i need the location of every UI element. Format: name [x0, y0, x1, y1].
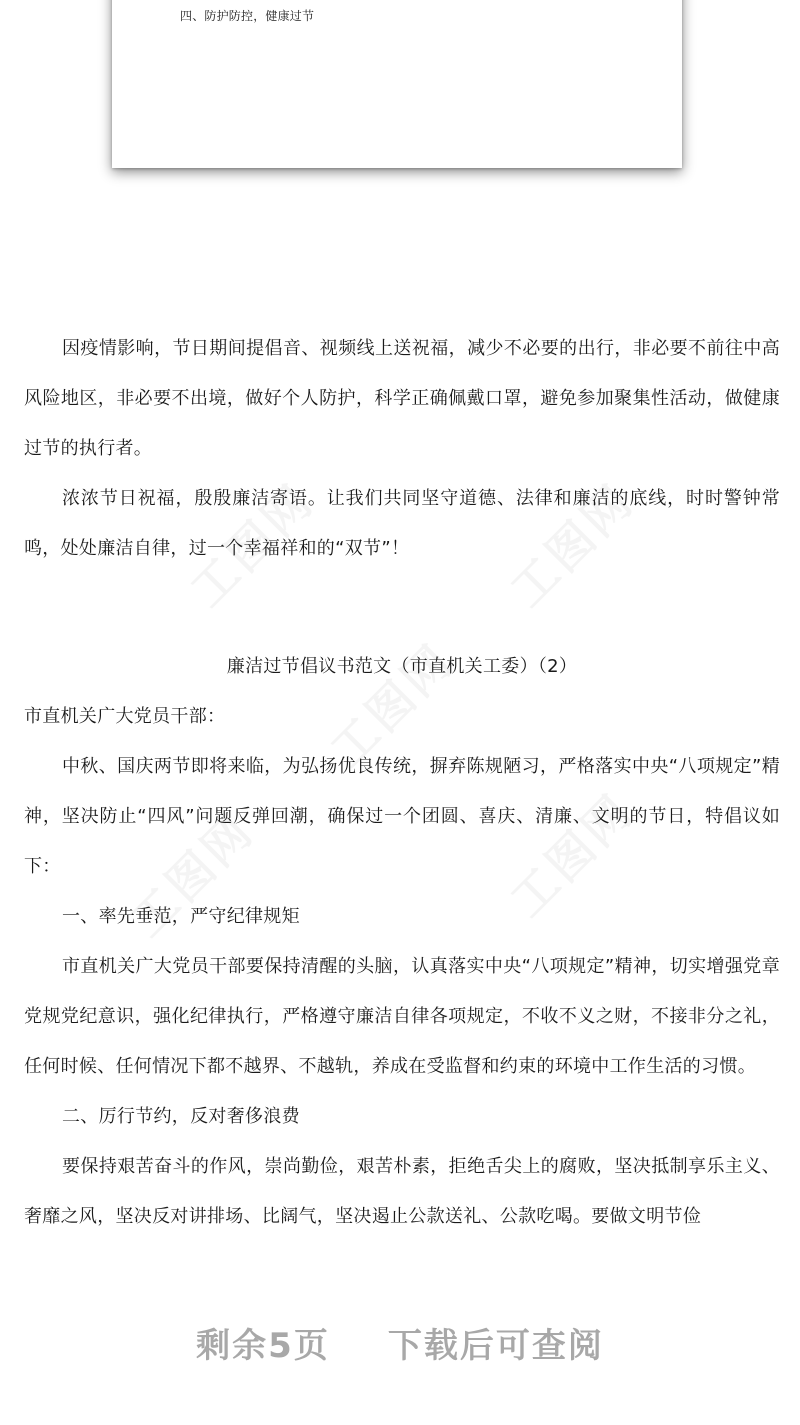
- paragraph: 中秋、国庆两节即将来临，为弘扬优良传统，摒弃陈规陋习，严格落实中央“八项规定”精神，坚决防止“四风”问题反弹回潮，确保过一个团圆、喜庆、清廉、文明的节日，特倡议如下：: [24, 756, 780, 877]
- document-title: 廉洁过节倡议书范文（市直机关工委）（2）: [226, 656, 578, 677]
- paragraph: 市直机关广大党员干部要保持清醒的头脑，认真落实中央“八项规定”精神，切实增强党章党规党纪意识，强化纪律执行，严格遵守廉洁自律各项规定，不收不义之财，不接非分之礼，任何时候、任何情况下都不越界、不越轨，养成在受监督和约束的环境中工作生活的习惯。: [24, 956, 780, 1077]
- salutation: 市直机关广大党员干部：: [24, 706, 226, 727]
- spacer: [24, 574, 780, 642]
- paragraph: 浓浓节日祝福，殷殷廉洁寄语。让我们共同坚守道德、法律和廉洁的底线，时时警钟常鸣，处处廉洁自律，过一个幸福祥和的“双节”！: [24, 488, 780, 559]
- download-prompt[interactable]: [0, 1318, 800, 1367]
- preview-text: 四、防护防控，健康过节: [180, 9, 315, 23]
- remaining-pages-label: 剩余5页: [196, 1326, 330, 1366]
- section-heading: 一、率先垂范，严守纪律规矩: [62, 906, 300, 927]
- paragraph: 要保持艰苦奋斗的作风，崇尚勤俭，艰苦朴素，拒绝舌尖上的腐败，坚决抵制享乐主义、奢靡之风，坚决反对讲排场、比阔气，坚决遏止公款送礼、公款吃喝。要做文明节俭: [24, 1156, 780, 1227]
- paragraph: 因疫情影响，节日期间提倡音、视频线上送祝福，减少不必要的出行，非必要不前往中高风险地区，非必要不出境，做好个人防护，科学正确佩戴口罩，避免参加聚集性活动，做健康过节的执行者。: [24, 338, 780, 459]
- document-body: [24, 324, 780, 1242]
- preview-card: [112, 0, 682, 168]
- download-to-view-label[interactable]: 下载后可查阅: [387, 1326, 604, 1366]
- section-heading: 二、厉行节约，反对奢侈浪费: [62, 1106, 300, 1127]
